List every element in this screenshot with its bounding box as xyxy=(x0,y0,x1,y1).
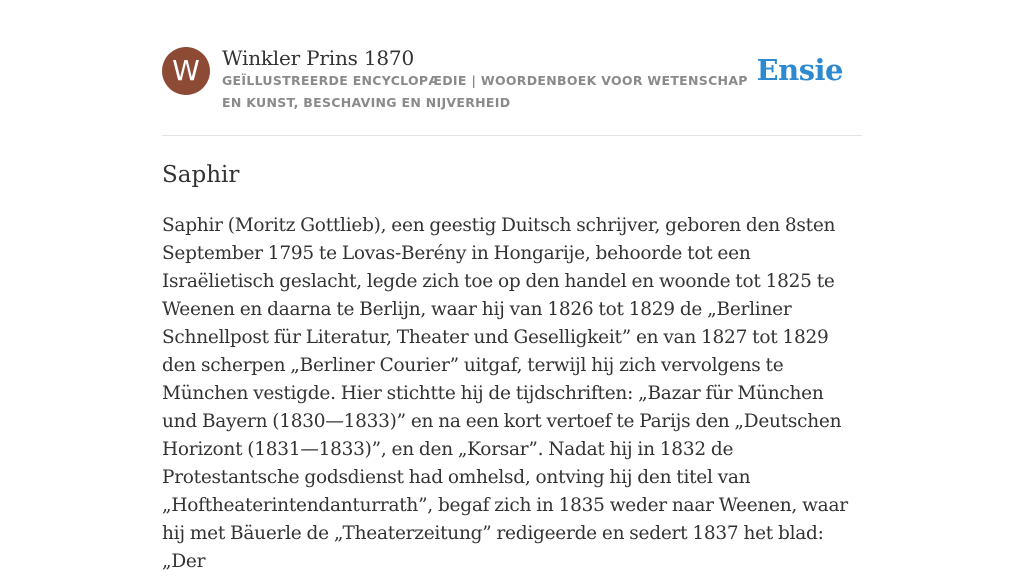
entry-body: Saphir (Moritz Gottlieb), een geestig Duitsch schrijver, geboren den 8sten September 1795 te Lovas-Berény in Hongarije, behoorde tot een Israëlietisch geslacht, legde zich toe op den handel en woonde tot 1825 te Weenen en daarna te Berlijn, waar hij van 1826 tot 1829 de „Berliner Schnellpost für Literatur, Theater und Geselligkeit” en van 1827 tot 1829 den scherpen „Berliner Courier” uitgaf, terwijl hij zich vervolgens te München vestigde. Hier stichtte hij de tijdschriften: „Bazar für München und Bayern (1830—1833)” en na een kort vertoef te Parijs den „Deutschen Horizont (1831—1833)”, en den „Korsar”. Nadat hij in 1832 de Protestantsche godsdienst had omhelsd, ontving hij den titel van „Hoftheaterintendanturrath”, begaf zich in 1835 weder naar Weenen, waar hij met Bäuerle de „Theaterzeitung” redigeerde en sedert 1837 het blad: „Der xyxy=(162,215,848,572)
entry-title: Saphir xyxy=(162,162,240,188)
publication-title[interactable]: Winkler Prins 1870 xyxy=(222,46,414,70)
ensie-logo-link[interactable]: Ensie xyxy=(756,53,843,87)
publication-info xyxy=(222,45,762,114)
publication-subtitle: GEÏLLUSTREERDE ENCYCLOPÆDIE | WOORDENBOEK VOOR WETENSCHAP EN KUNST, BESCHAVING EN NIJVERHEID xyxy=(222,73,748,110)
page-container xyxy=(162,0,862,572)
publication-avatar[interactable]: W xyxy=(162,47,210,95)
site-header xyxy=(162,0,862,136)
